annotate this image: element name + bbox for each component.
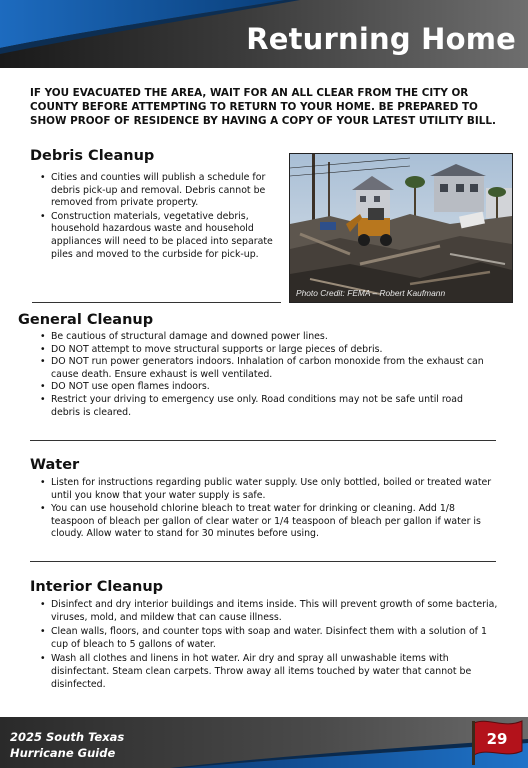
- list-item: • DO NOT attempt to move structural supports or large pieces of debris.: [38, 344, 492, 357]
- general-cleanup-list: [38, 331, 492, 419]
- water-section: [30, 457, 498, 541]
- divider: [30, 561, 496, 562]
- interior-cleanup-section: [30, 579, 498, 691]
- list-item: • Cities and counties will publish a schedule for debris pick-up and removal. Debris cannot be removed from private property.: [38, 172, 280, 210]
- general-cleanup-heading: General Cleanup: [18, 312, 154, 328]
- storm-debris-photo: [289, 153, 513, 303]
- water-list: [38, 477, 498, 541]
- divider: [32, 302, 281, 303]
- list-item: • Wash all clothes and linens in hot water. Air dry and spray all unwashable items with disinfectant. Steam clean carpets. Throw away all items touched by water that cannot be disinfected.: [38, 653, 498, 691]
- interior-cleanup-heading: Interior Cleanup: [30, 579, 164, 595]
- debris-scene-illustration: [290, 154, 512, 302]
- debris-cleanup-list: [38, 172, 280, 261]
- photo-credit: Photo Credit: FEMA – Robert Kaufmann: [296, 288, 446, 298]
- list-item: • Disinfect and dry interior buildings and items inside. This will prevent growth of some bacteria, viruses, mold, and mildew that can cause illness.: [38, 599, 498, 624]
- list-item: • DO NOT use open flames indoors.: [38, 381, 492, 394]
- general-cleanup-section: [18, 312, 498, 419]
- list-item: • Clean walls, floors, and counter tops with soap and water. Disinfect them with a solution of 1 cup of bleach to 5 gallons of water.: [38, 626, 498, 651]
- interior-cleanup-list: [38, 599, 498, 691]
- list-item: • DO NOT run power generators indoors. Inhalation of carbon monoxide from the exhaust can cause death. Ensure exhaust is well ventilated.: [38, 356, 492, 381]
- list-item: • Listen for instructions regarding public water supply. Use only bottled, boiled or treated water until you know that your water supply is safe.: [38, 477, 498, 502]
- page-number: 29: [486, 730, 508, 748]
- guide-title-line1: 2025 South Texas: [10, 730, 125, 744]
- list-item: • You can use household chlorine bleach to treat water for drinking or cleaning. Add 1/8 teaspoon of bleach per gallon of clear water or 1/4 teaspoon of bleach per gallon if water is cloudy. Allow water to stand for 30 minutes before using.: [38, 503, 498, 541]
- list-item: • Construction materials, vegetative debris, household hazardous waste and household appliances will need to be placed into separate piles and moved to the curbside for pick-up.: [38, 211, 280, 261]
- page-title: Returning Home: [246, 22, 516, 56]
- list-item: • Restrict your driving to emergency use only. Road conditions may not be safe until road debris is cleared.: [38, 394, 492, 419]
- page-header: [0, 0, 528, 68]
- list-item: • Be cautious of structural damage and downed power lines.: [38, 331, 492, 344]
- intro-paragraph: IF YOU EVACUATED THE AREA, WAIT FOR AN ALL CLEAR FROM THE CITY OR COUNTY BEFORE ATTEMPTING TO RETURN TO YOUR HOME. BE PREPARED TO SHOW PROOF OF RESIDENCE BY HAVING A COPY OF YOUR LATEST UTILITY BILL.: [30, 87, 496, 128]
- guide-title: [10, 730, 124, 761]
- debris-cleanup-heading: Debris Cleanup: [30, 148, 155, 164]
- divider: [30, 440, 496, 441]
- water-heading: Water: [30, 457, 80, 473]
- guide-title-line2: Hurricane Guide: [10, 745, 116, 760]
- debris-cleanup-section: [30, 148, 280, 261]
